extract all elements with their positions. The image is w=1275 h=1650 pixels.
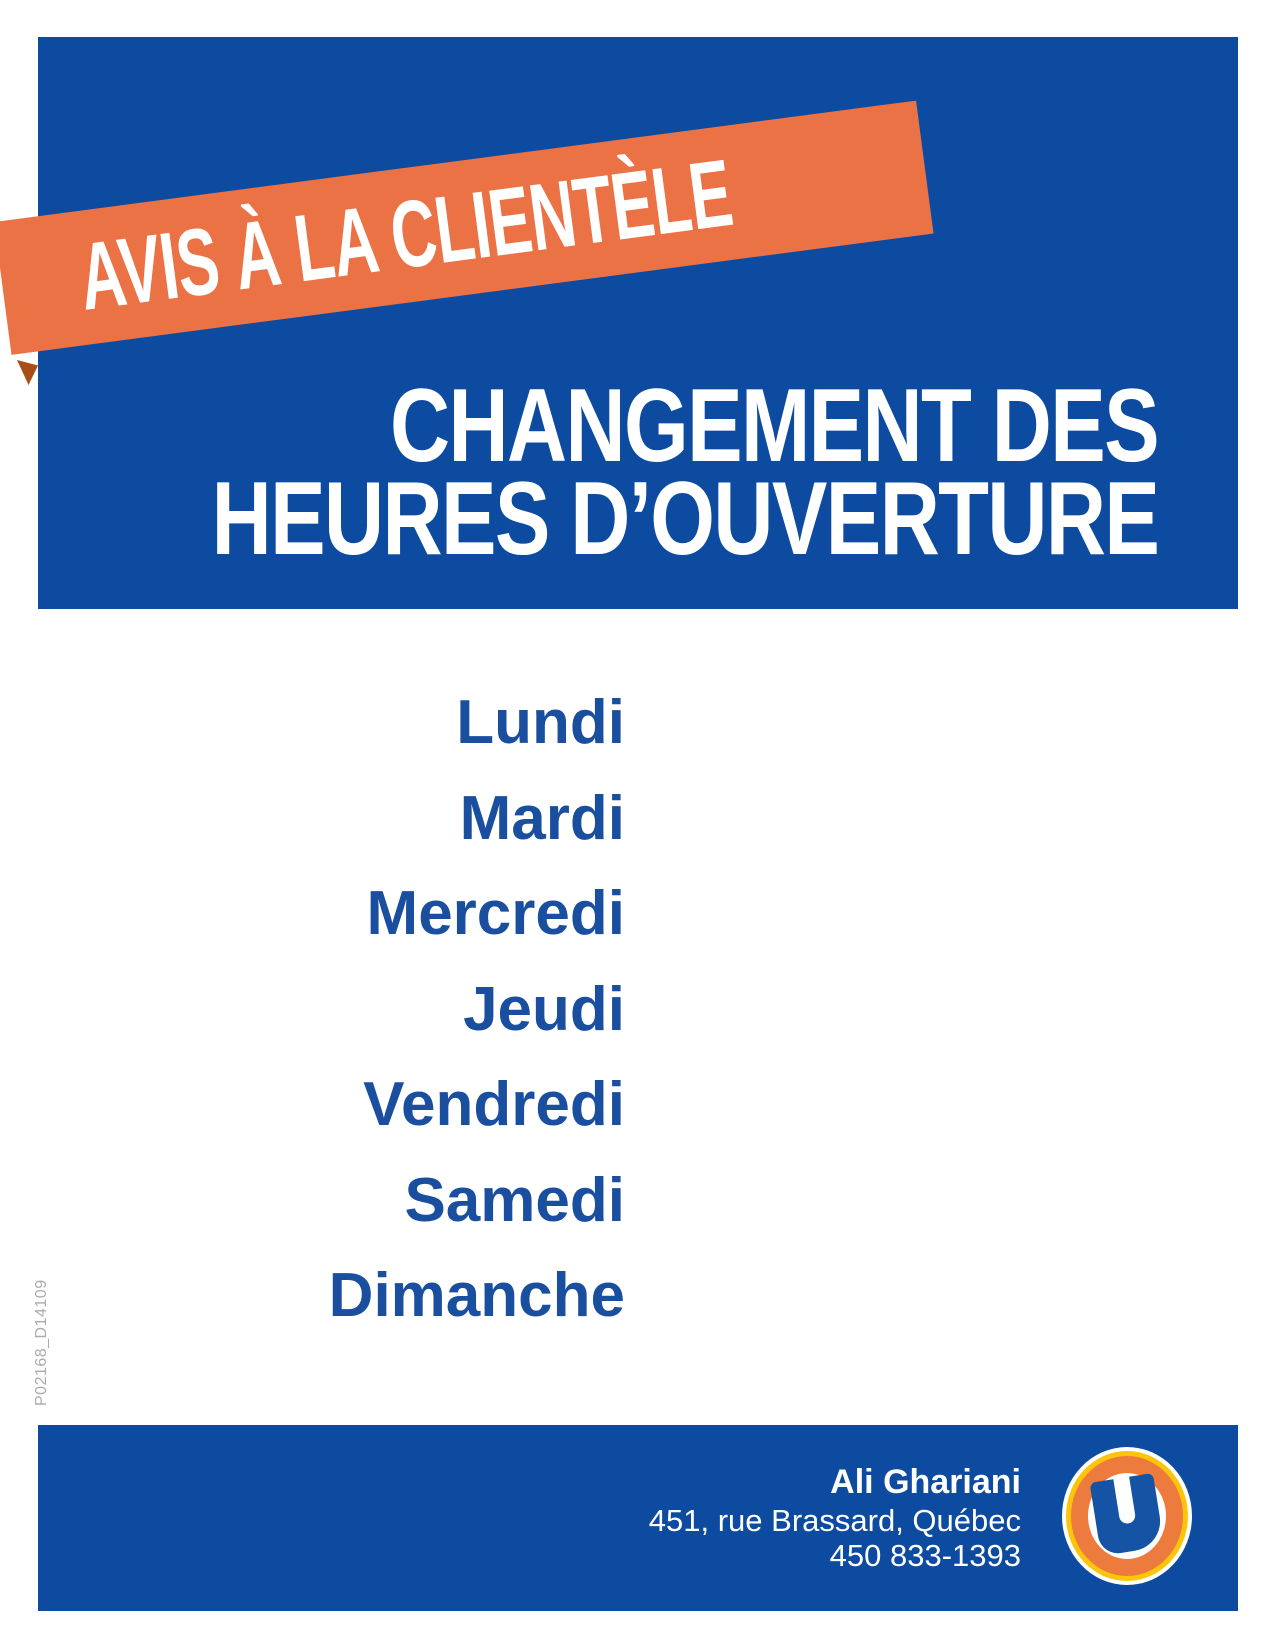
day-monday: Lundi [456,688,625,757]
day-saturday: Samedi [404,1165,625,1235]
ribbon-label: AVIS À LA CLIENTÈLE [73,139,738,331]
print-code: P02168_D14109 [33,1279,50,1406]
store-phone: 450 833-1393 [829,1538,1021,1573]
title-line-1: CHANGEMENT DES [389,368,1158,484]
store-address: 451, rue Brassard, Québec [648,1503,1021,1538]
logo-face [1088,1473,1166,1559]
page-title [0,368,1158,577]
store-logo-icon [1062,1447,1192,1585]
days-list [329,675,625,1344]
day-wednesday: Mercredi [366,879,625,948]
owner-name: Ali Ghariani [830,1463,1021,1501]
day-friday: Vendredi [363,1070,625,1139]
logo-letter-u [1090,1473,1165,1556]
day-sunday: Dimanche [328,1261,625,1330]
day-thursday: Jeudi [463,974,625,1044]
title-line-2: HEURES D’OUVERTURE [211,461,1158,577]
footer-blue-bar [38,1425,1238,1611]
contact-block [649,1461,1021,1573]
day-tuesday: Mardi [459,783,625,853]
